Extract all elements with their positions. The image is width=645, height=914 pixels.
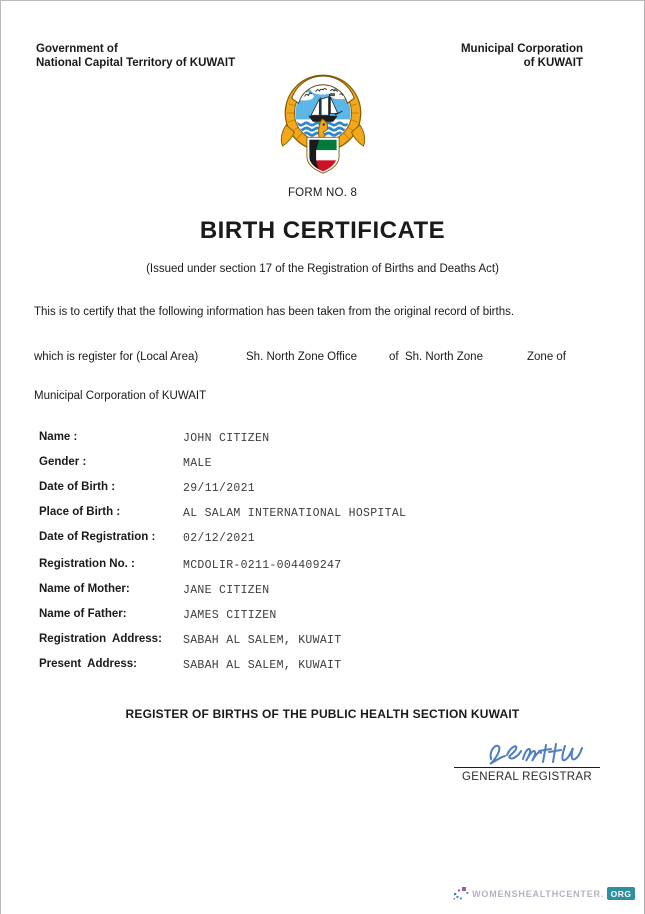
field-label: Date of Birth :	[39, 481, 116, 493]
certificate-title: BIRTH CERTIFICATE	[199, 217, 446, 244]
field-row-place-of-birth	[1, 506, 645, 531]
field-row-registration-address	[1, 633, 645, 658]
field-value: SABAH AL SALEM, KUWAIT	[183, 658, 342, 672]
field-label: Present Address:	[39, 658, 137, 670]
field-label: Date of Registration :	[39, 531, 156, 543]
field-label: Name of Mother:	[39, 583, 130, 595]
field-value: MCDOLIR-0211-004409247	[183, 558, 342, 572]
certificate-subtitle: (Issued under section 17 of the Registration of Births and Deaths Act)	[146, 263, 499, 275]
field-label: Place of Birth :	[39, 506, 121, 518]
general-registrar-label: GENERAL REGISTRAR	[462, 771, 592, 783]
field-value: JOHN CITIZEN	[183, 431, 270, 445]
field-label: Name of Father:	[39, 608, 127, 620]
field-row-father-name	[1, 608, 645, 633]
field-label: Registration No. :	[39, 558, 135, 570]
field-row-registration-no	[1, 558, 645, 583]
certify-statement: This is to certify that the following information has been taken from the original record of births.	[34, 306, 515, 318]
register-of-births-title: REGISTER OF BIRTHS OF THE PUBLIC HEALTH SECTION KUWAIT	[125, 707, 520, 721]
register-zone-of-label: Zone of	[527, 351, 566, 363]
watermark-site-text: WOMENSHEALTHCENTER.	[472, 888, 605, 899]
field-row-mother-name	[1, 583, 645, 608]
watermark-org-badge: ORG	[607, 887, 635, 900]
header-left	[36, 43, 235, 70]
register-of-zone: of Sh. North Zone	[389, 351, 483, 363]
form-number: FORM NO. 8	[287, 187, 358, 199]
field-label: Registration Address:	[39, 633, 162, 645]
sparkle-icon	[453, 886, 469, 901]
header-left-line1: Government of	[36, 43, 118, 55]
field-value: JAMES CITIZEN	[183, 608, 277, 622]
register-zone-office: Sh. North Zone Office	[246, 351, 358, 363]
header-left-line2: National Capital Territory of KUWAIT	[36, 56, 236, 69]
field-value: MALE	[183, 456, 212, 470]
registrar-signature	[485, 739, 585, 767]
field-label: Gender :	[39, 456, 87, 468]
field-label: Name :	[39, 431, 78, 443]
field-row-date-of-registration	[1, 531, 645, 556]
kuwait-emblem-icon	[277, 71, 369, 177]
register-line-prefix: which is register for (Local Area)	[34, 351, 199, 363]
field-value: JANE CITIZEN	[183, 583, 270, 597]
field-row-date-of-birth	[1, 481, 645, 506]
signature-line	[454, 767, 600, 768]
header-right-line2: of KUWAIT	[523, 56, 583, 69]
field-row-present-address	[1, 658, 645, 683]
field-value: SABAH AL SALEM, KUWAIT	[183, 633, 342, 647]
field-row-name	[1, 431, 645, 456]
field-value: AL SALAM INTERNATIONAL HOSPITAL	[183, 506, 407, 520]
field-value: 02/12/2021	[183, 531, 256, 545]
watermark	[453, 886, 635, 901]
header-right-line1: Municipal Corporation	[460, 43, 583, 55]
header-right	[461, 43, 583, 70]
field-row-gender	[1, 456, 645, 481]
municipal-corporation-line: Municipal Corporation of KUWAIT	[34, 390, 207, 402]
field-value: 29/11/2021	[183, 481, 256, 495]
